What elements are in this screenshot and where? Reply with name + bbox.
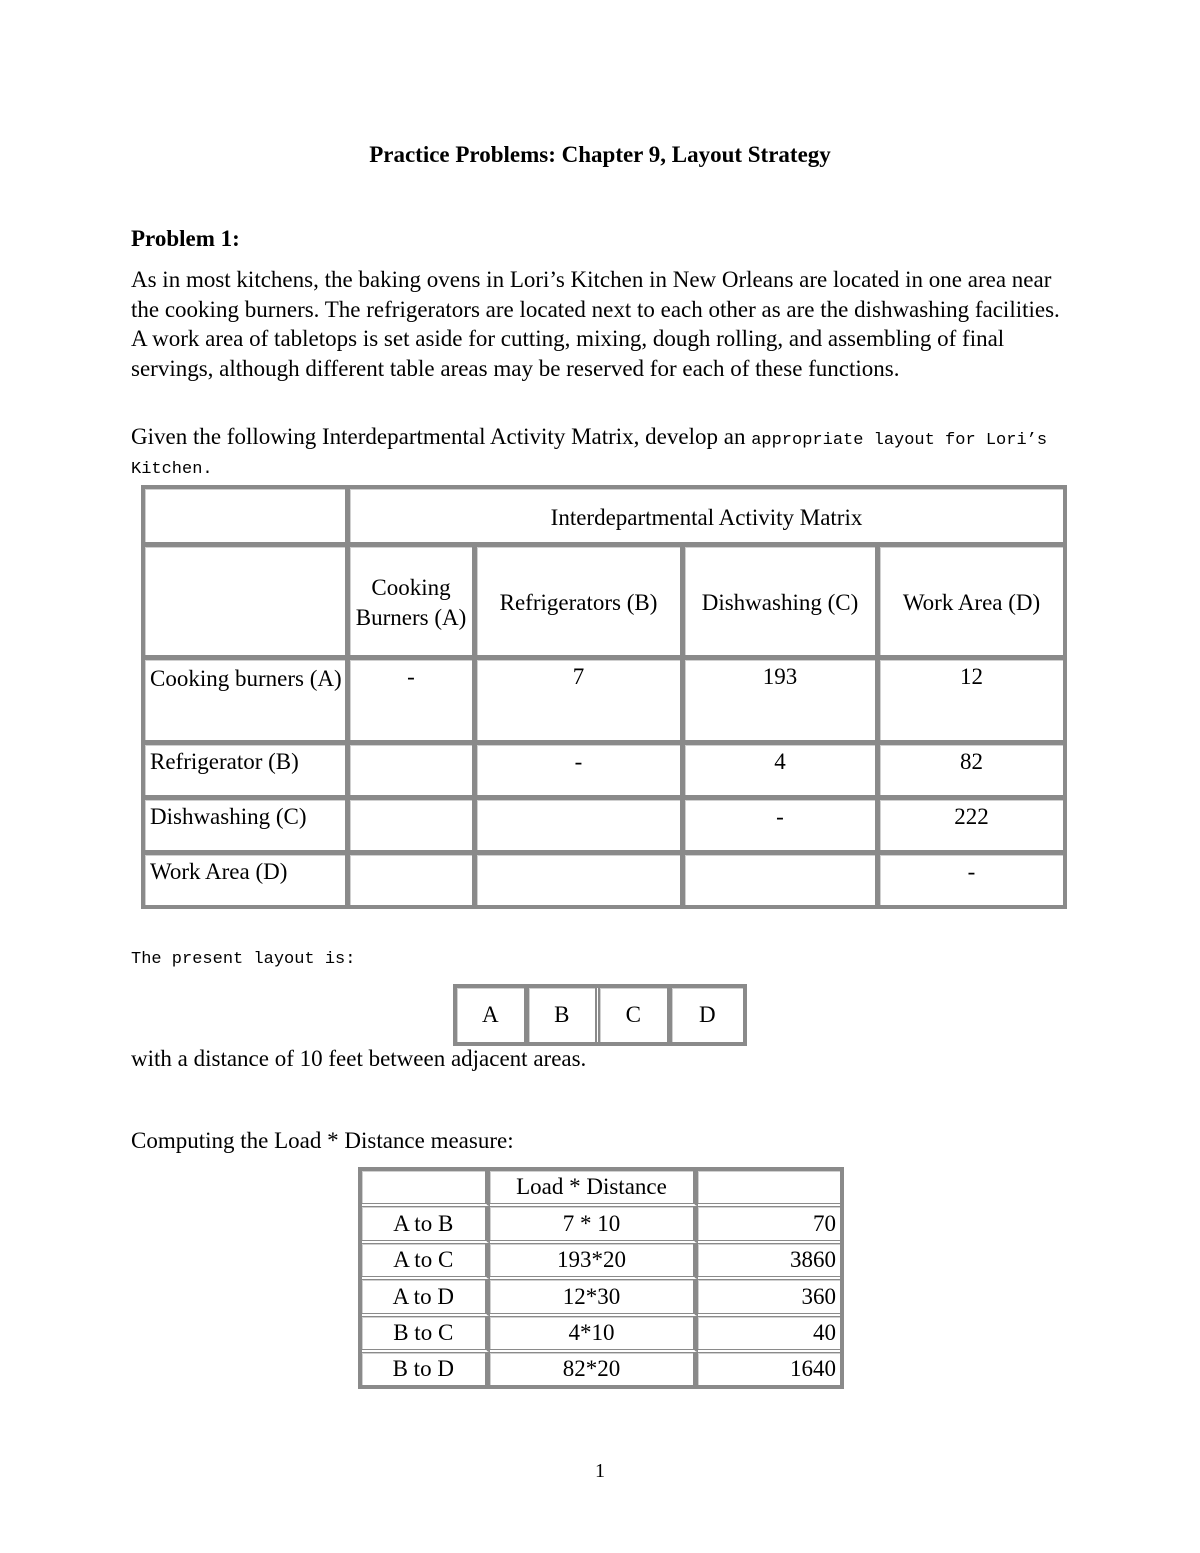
matrix-cell bbox=[477, 800, 685, 855]
computing-statement: Computing the Load * Distance measure: bbox=[131, 1128, 514, 1153]
given-statement bbox=[131, 424, 1071, 482]
matrix-cell bbox=[685, 855, 880, 905]
matrix-cell: 12 bbox=[880, 660, 1063, 745]
ld-result-cell: 70 bbox=[698, 1207, 840, 1243]
matrix-column-header: Cooking Burners (A) bbox=[350, 547, 477, 660]
page-title: Practice Problems: Chapter 9, Layout Strategy bbox=[369, 142, 831, 167]
matrix-cell bbox=[350, 745, 477, 800]
present-layout-table bbox=[453, 984, 747, 1046]
ld-calc-cell: 7 * 10 bbox=[490, 1207, 699, 1243]
page-number: 1 bbox=[595, 1460, 605, 1482]
ld-calc-cell: 82*20 bbox=[490, 1353, 699, 1385]
matrix-cell: 193 bbox=[685, 660, 880, 745]
matrix-cell: - bbox=[477, 745, 685, 800]
matrix-cell: 222 bbox=[880, 800, 1063, 855]
matrix-cell: 82 bbox=[880, 745, 1063, 800]
layout-cell: B bbox=[529, 988, 601, 1042]
matrix-header-blank bbox=[145, 547, 350, 660]
matrix-corner-cell bbox=[145, 489, 350, 547]
matrix-row-label: Refrigerator (B) bbox=[145, 745, 350, 800]
load-distance-table bbox=[358, 1167, 844, 1389]
ld-calc-cell: 193*20 bbox=[490, 1244, 699, 1280]
ld-pair-cell: A to D bbox=[362, 1280, 490, 1316]
matrix-cell: - bbox=[685, 800, 880, 855]
problem-heading: Problem 1: bbox=[131, 226, 240, 251]
matrix-title: Interdepartmental Activity Matrix bbox=[350, 489, 1063, 547]
present-layout-label: The present layout is: bbox=[131, 950, 356, 969]
ld-pair-cell: B to C bbox=[362, 1317, 490, 1353]
layout-cell: D bbox=[672, 988, 744, 1042]
matrix-cell: - bbox=[880, 855, 1063, 905]
ld-pair-cell: A to C bbox=[362, 1244, 490, 1280]
ld-calc-cell: 4*10 bbox=[490, 1317, 699, 1353]
given-mono-text: appropriate layout for Lori’s Kitchen. bbox=[131, 431, 1048, 479]
matrix-cell bbox=[477, 855, 685, 905]
matrix-cell: - bbox=[350, 660, 477, 745]
ld-result-cell: 1640 bbox=[698, 1353, 840, 1385]
ld-pair-cell: A to B bbox=[362, 1207, 490, 1243]
given-text: Given the following Interdepartmental Activity Matrix, develop an bbox=[131, 424, 746, 449]
ld-header-cell: Load * Distance bbox=[490, 1171, 699, 1207]
ld-result-cell: 40 bbox=[698, 1317, 840, 1353]
matrix-row-label: Work Area (D) bbox=[145, 855, 350, 905]
matrix-column-header: Dishwashing (C) bbox=[685, 547, 880, 660]
matrix-row-label: Dishwashing (C) bbox=[145, 800, 350, 855]
matrix-cell bbox=[350, 855, 477, 905]
matrix-row-label: Cooking burners (A) bbox=[145, 660, 350, 745]
ld-result-cell: 3860 bbox=[698, 1244, 840, 1280]
ld-pair-cell: B to D bbox=[362, 1353, 490, 1385]
matrix-cell bbox=[350, 800, 477, 855]
ld-result-cell: 360 bbox=[698, 1280, 840, 1316]
ld-header-cell bbox=[698, 1171, 840, 1207]
matrix-column-header: Refrigerators (B) bbox=[477, 547, 685, 660]
ld-calc-cell: 12*30 bbox=[490, 1280, 699, 1316]
layout-cell: C bbox=[600, 988, 672, 1042]
ld-header-cell bbox=[362, 1171, 490, 1207]
matrix-column-header: Work Area (D) bbox=[880, 547, 1063, 660]
matrix-cell: 4 bbox=[685, 745, 880, 800]
matrix-cell: 7 bbox=[477, 660, 685, 745]
problem-paragraph: As in most kitchens, the baking ovens in Lori’s Kitchen in New Orleans are located in one area near the cooking burners. The refrigerators are located next to each other as are the dishwashing facilities. A work area of tabletops is set aside for cutting, mixing, dough rolling, and assembling of final servings, although different table areas may be reserved for each of these functions. bbox=[131, 267, 1060, 381]
activity-matrix-table bbox=[141, 485, 1067, 909]
distance-statement: with a distance of 10 feet between adjacent areas. bbox=[131, 1046, 587, 1071]
layout-cell: A bbox=[457, 988, 529, 1042]
